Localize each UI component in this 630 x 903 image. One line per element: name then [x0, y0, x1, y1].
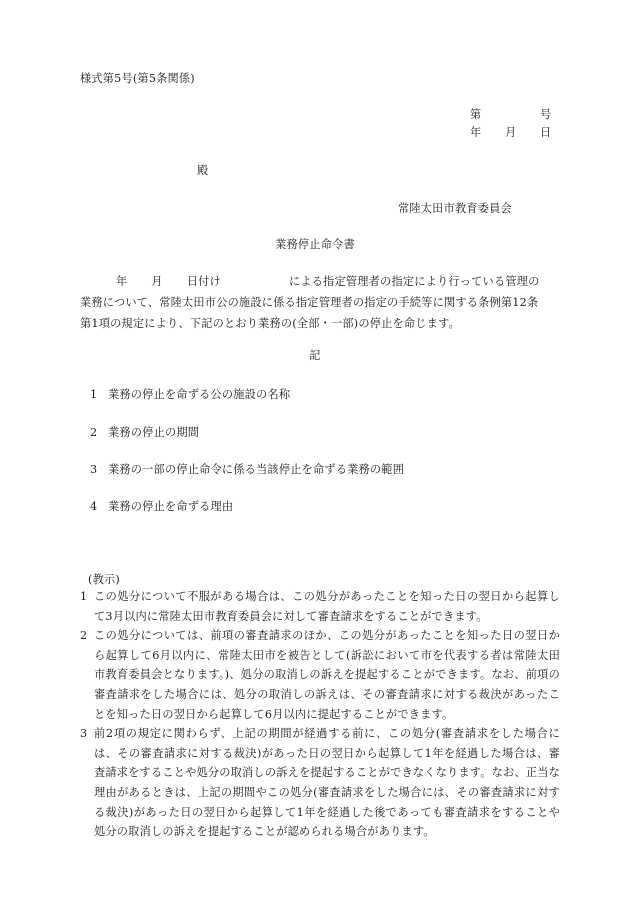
notice-number: 1	[80, 590, 88, 603]
notice-text: この処分については、前項の審査請求のほか、この処分があったことを知った日の翌日から起算して6月以内に、常陸太田市を被告として(訴訟において市を代表する者は常陸太田市教育委員会となります。)、処分の取消しの訴えを提起することができます。なお、前項の審査請求をした場合には、処分の取消しの訴えは、その審査請求に対する裁決があったことを知った日の翌日から起算して6月以内に提起することができます。	[94, 629, 560, 721]
body-month: 月	[151, 275, 163, 288]
notice-number: 3	[80, 727, 88, 741]
document-number-prefix: 第	[470, 108, 482, 121]
document-title: 業務停止命令書	[275, 238, 355, 251]
ki-heading: 記	[309, 349, 321, 362]
body-line-1	[80, 271, 539, 292]
list-item	[90, 386, 290, 402]
item-number: 2	[90, 426, 98, 439]
notice-text: 前2項の規定に関わらず、上記の期間が経過する前に、この処分(審査請求をした場合には、その審査請求に対する裁決)があった日の翌日から起算して1年を経過した場合は、審査請求をすることや処分の取消しの訴えを提起することができなくなります。なお、正当な理由があるときは、上記の期間やこの処分(審査請求をした場合には、その審査請求に対する裁決)があった日の翌日から起算して1年を経過した後であっても審査請求をすることや処分の取消しの訴えを提起することが認められる場合があります。	[94, 727, 560, 839]
body-line-3: 第1項の規定により、下記のとおり業務の(全部・一部)の停止を命じます。	[80, 317, 460, 330]
item-text: 業務の停止を命ずる公の施設の名称	[108, 388, 291, 401]
item-text: 業務の停止を命ずる理由	[108, 500, 234, 513]
item-text: 業務の停止の期間	[108, 426, 200, 439]
notice-text: この処分について不服がある場合は、この処分があったことを知った日の翌日から起算して3月以内に常陸太田市教育委員会に対して審査請求をすることができます。	[94, 590, 560, 623]
notice-list	[80, 587, 560, 842]
item-number: 1	[90, 388, 98, 401]
document-number-suffix: 号	[540, 108, 552, 121]
body-day-suffix: 日付け	[186, 275, 221, 288]
list-item	[90, 424, 199, 440]
notice-item	[80, 724, 560, 842]
body-line-2: 業務について、常陸太田市公の施設に係る指定管理者の指定の手続等に関する条例第12条	[80, 296, 539, 309]
list-item	[90, 461, 404, 477]
notice-heading: (教示)	[88, 573, 120, 586]
form-number: 様式第5号(第5条関係)	[80, 72, 195, 85]
body-year: 年	[116, 275, 128, 288]
notice-number: 2	[80, 629, 88, 643]
item-text: 業務の一部の停止命令に係る当該停止を命ずる業務の範囲	[108, 463, 405, 476]
notice-item	[80, 587, 560, 626]
list-item	[90, 498, 233, 514]
body-text	[80, 271, 539, 334]
item-number: 3	[90, 463, 98, 476]
notice-item	[80, 626, 560, 724]
sender-name: 常陸太田市教育委員会	[398, 202, 512, 215]
body-line-1-rest: による指定管理者の指定により行っている管理の	[288, 275, 540, 288]
item-number: 4	[90, 500, 98, 513]
addressee-suffix: 殿	[197, 164, 209, 177]
date-day: 日	[540, 126, 552, 139]
date-year: 年	[470, 126, 482, 139]
date-month: 月	[505, 126, 517, 139]
